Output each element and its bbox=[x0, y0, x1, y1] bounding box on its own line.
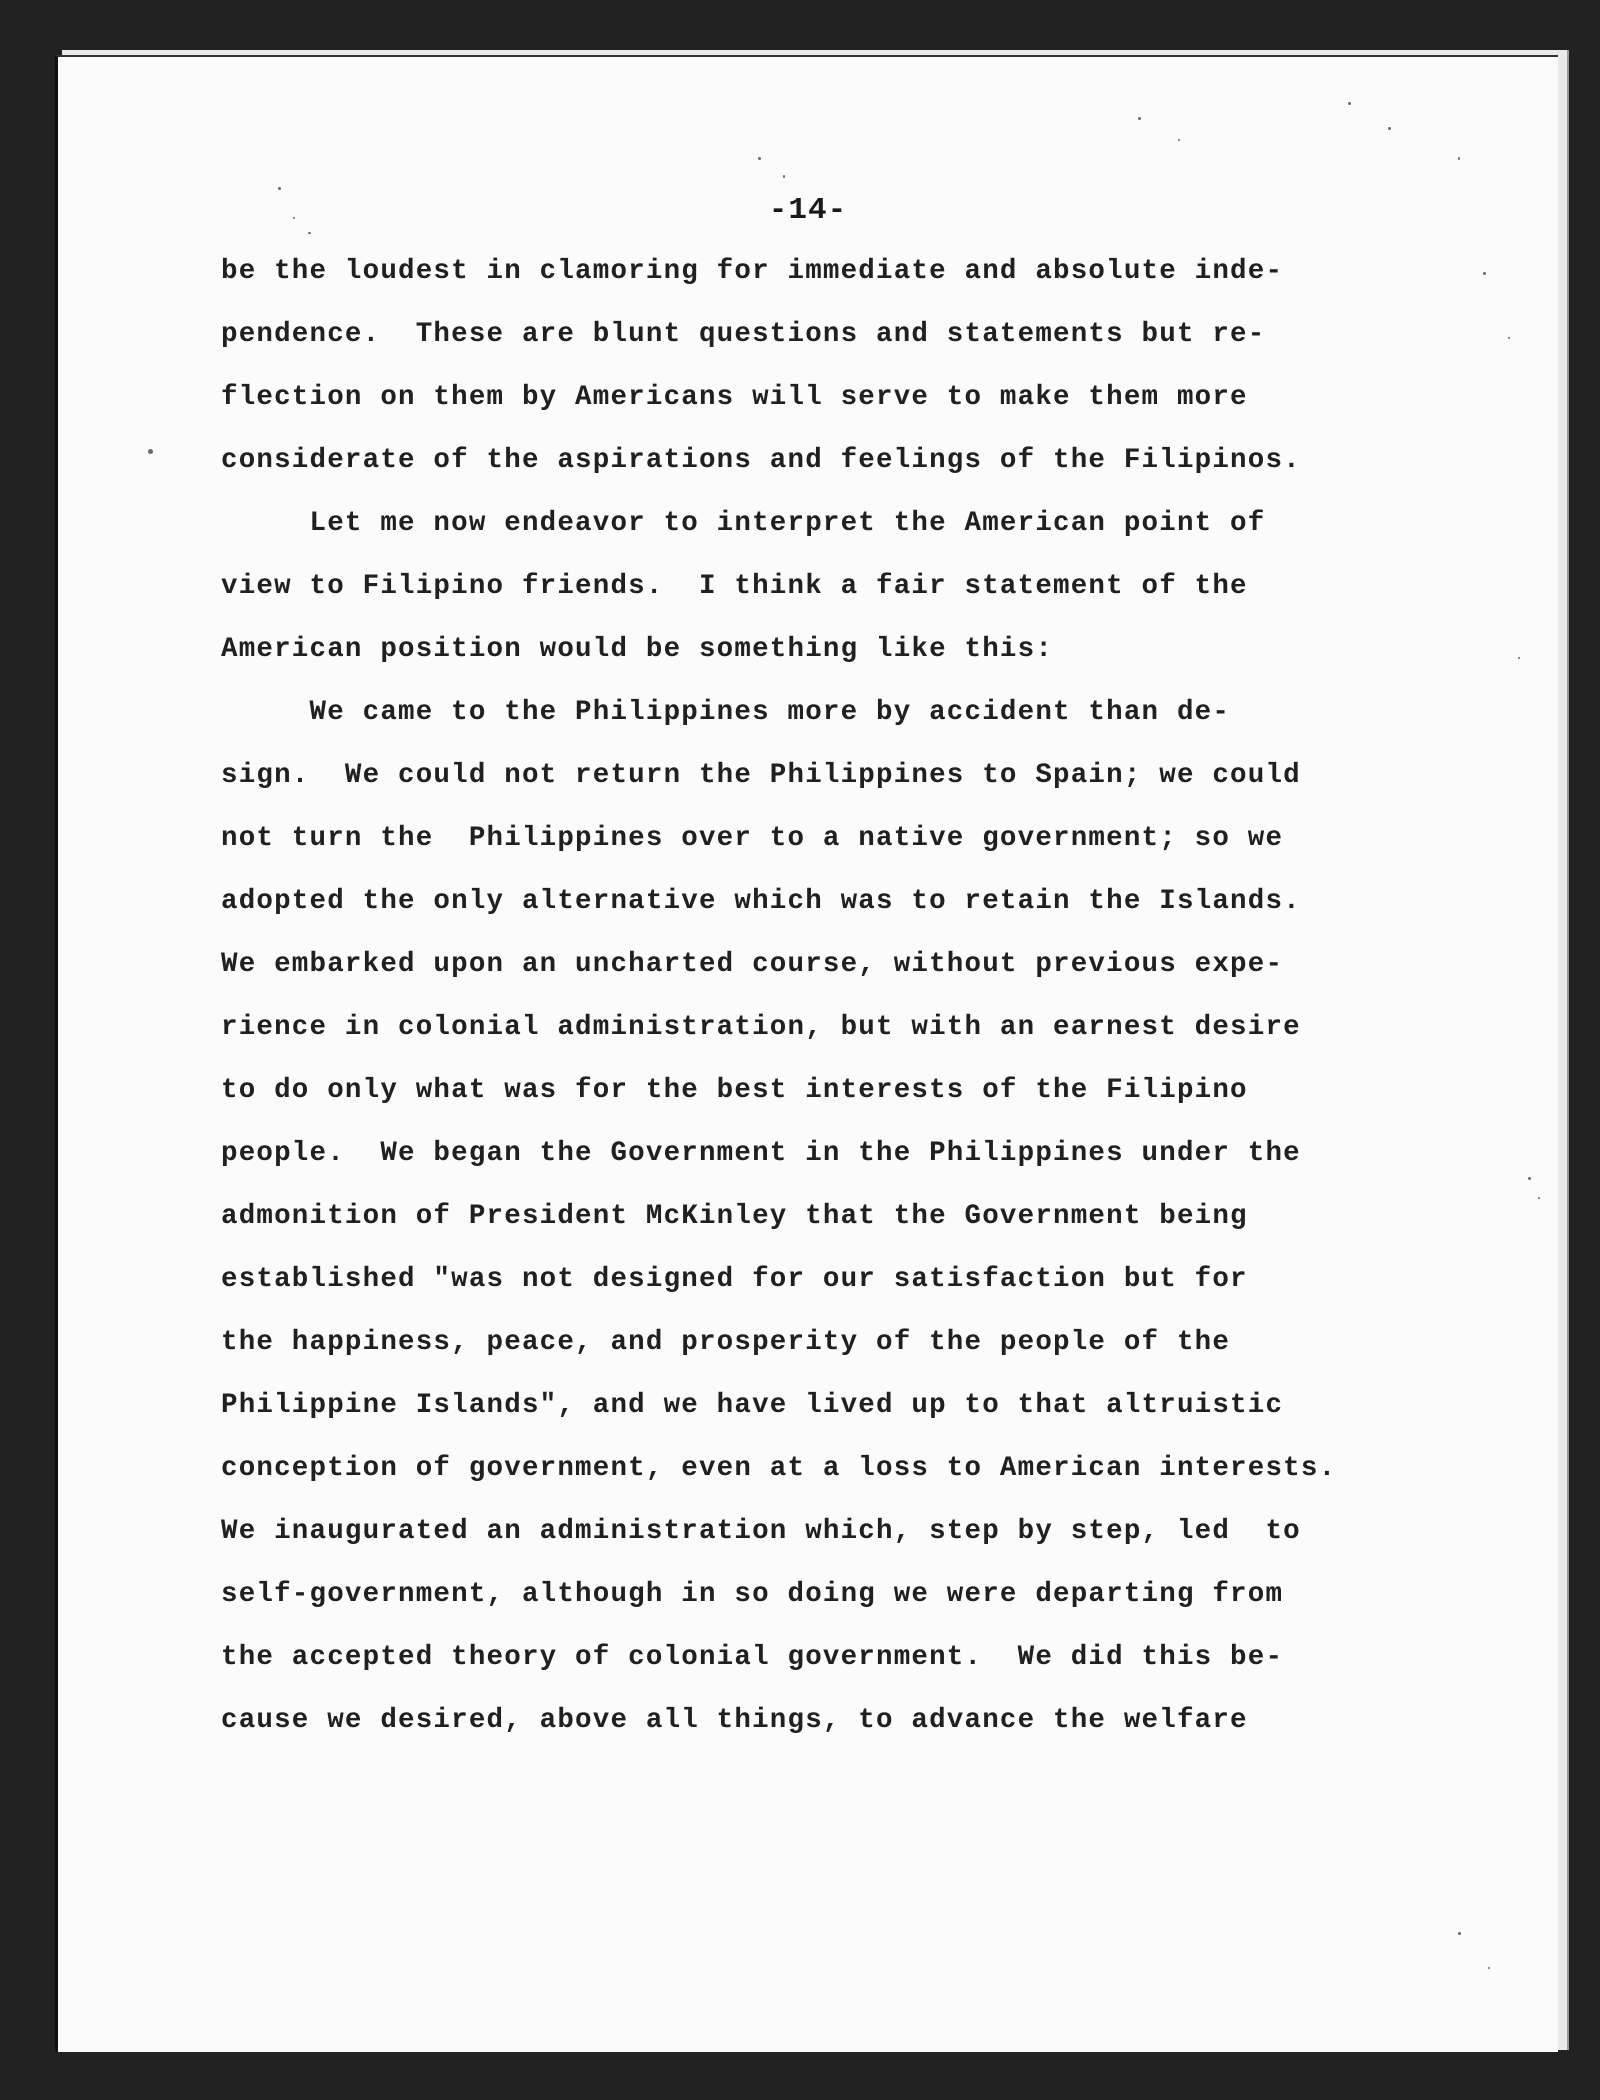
text-line: not turn the Philippines over to a native government; so we bbox=[221, 823, 1284, 854]
text-line: to do only what was for the best interests of the Filipino bbox=[221, 1075, 1248, 1106]
text-line: view to Filipino friends. I think a fair statement of the bbox=[221, 571, 1248, 602]
text-line: adopted the only alternative which was to retain the Islands. bbox=[221, 886, 1301, 917]
text-line: be the loudest in clamoring for immediate and absolute inde- bbox=[221, 256, 1284, 287]
text-line: the accepted theory of colonial government. We did this be- bbox=[221, 1642, 1284, 1673]
page-number: -14- bbox=[768, 193, 848, 228]
text-line: established "was not designed for our satisfaction but for bbox=[221, 1264, 1248, 1295]
text-line: considerate of the aspirations and feelings of the Filipinos. bbox=[221, 445, 1301, 476]
text-line: We inaugurated an administration which, step by step, led to bbox=[221, 1516, 1301, 1547]
body-text bbox=[221, 240, 1451, 1752]
text-line: people. We began the Government in the Philippines under the bbox=[221, 1138, 1301, 1169]
text-line: the happiness, peace, and prosperity of the people of the bbox=[221, 1327, 1231, 1358]
text-line: flection on them by Americans will serve to make them more bbox=[221, 382, 1248, 413]
text-line: cause we desired, above all things, to advance the welfare bbox=[221, 1705, 1248, 1736]
text-line: admonition of President McKinley that the Government being bbox=[221, 1201, 1248, 1232]
text-line: We embarked upon an uncharted course, without previous expe- bbox=[221, 949, 1284, 980]
text-line: rience in colonial administration, but with an earnest desire bbox=[221, 1012, 1301, 1043]
text-line: We came to the Philippines more by accident than de- bbox=[221, 697, 1231, 728]
text-line: sign. We could not return the Philippines to Spain; we could bbox=[221, 760, 1301, 791]
text-line: Let me now endeavor to interpret the American point of bbox=[221, 508, 1266, 539]
text-line: American position would be something like this: bbox=[221, 634, 1054, 665]
text-line: conception of government, even at a loss to American interests. bbox=[221, 1453, 1337, 1484]
text-line: Philippine Islands", and we have lived up to that altruistic bbox=[221, 1390, 1284, 1421]
text-line: pendence. These are blunt questions and statements but re- bbox=[221, 319, 1266, 350]
text-line: self-government, although in so doing we were departing from bbox=[221, 1579, 1284, 1610]
